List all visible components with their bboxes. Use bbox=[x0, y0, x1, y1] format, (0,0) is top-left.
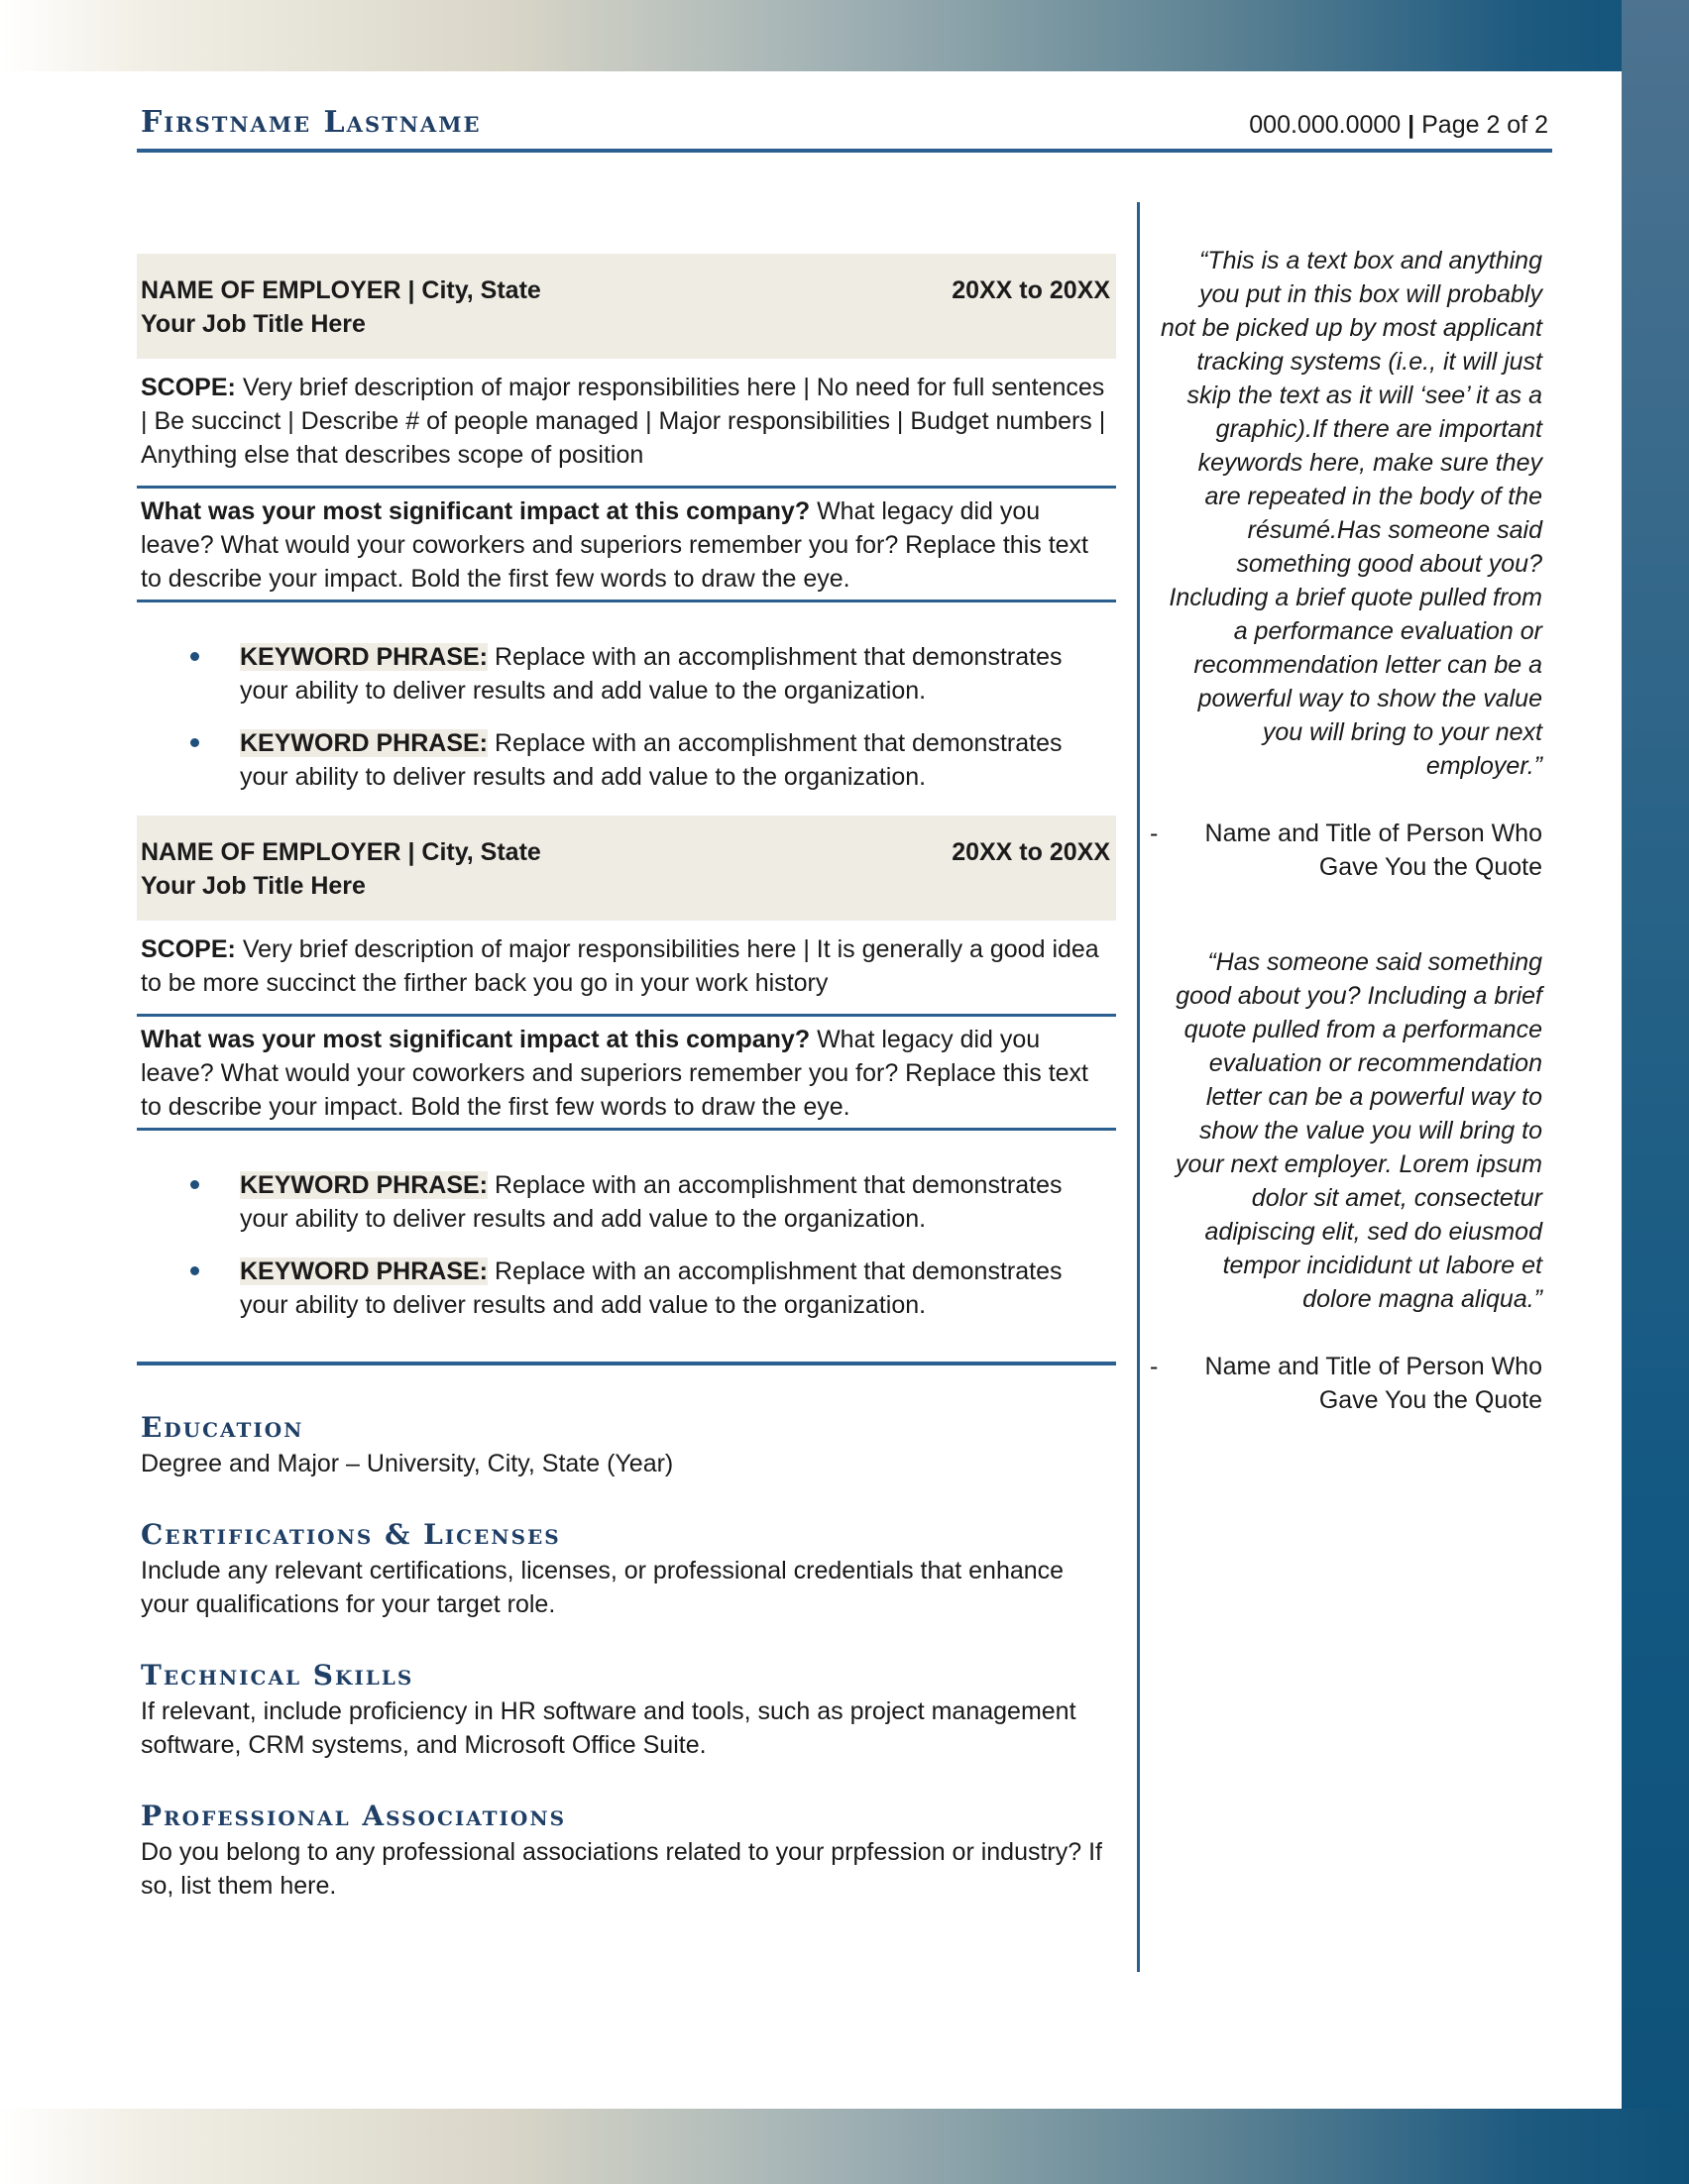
impact-text: What legacy did you leave? What would your coworkers and superiors remember you for? Replace this text to describe your impact. Bold the first few words to draw the eye. bbox=[141, 497, 1088, 593]
scope-text: Very brief description of major responsibilities here | It is generally a good idea to be more succinct the firther back you go in your work history bbox=[141, 935, 1099, 997]
job-impact bbox=[137, 1017, 1116, 1131]
quote-text: “This is a text box and anything you put in this box will probably not be picked up by most applicant tracking systems (i.e., it will just skip the text as it will ‘see’ it as a graphic).If there are important keywords here, make sure they are repeated in the body of the résumé.Has someone said something good about you? Including a brief quote pulled from a performance evaluation or recommendation letter can be a powerful way to show the value you will bring to your next employer.” bbox=[1161, 247, 1542, 780]
column-divider bbox=[1137, 202, 1140, 1972]
scope-label: SCOPE: bbox=[141, 374, 236, 401]
list-item bbox=[137, 1255, 1116, 1322]
page-number: Page 2 of 2 bbox=[1421, 111, 1548, 139]
technical-skills-section bbox=[137, 1657, 1116, 1762]
contact-info bbox=[1249, 111, 1548, 140]
main-column bbox=[137, 254, 1116, 1903]
accomplishment-text: Replace with an accomplishment that demonstrates your ability to deliver results and add value to the organization. bbox=[240, 729, 1063, 791]
job-impact bbox=[137, 489, 1116, 602]
employer-separator: | bbox=[407, 276, 415, 304]
keyword-phrase: KEYWORD PHRASE: bbox=[240, 1171, 489, 1199]
header-rule bbox=[137, 149, 1552, 153]
section-title: Certifications & Licenses bbox=[141, 1518, 561, 1551]
job-title: Your Job Title Here bbox=[141, 872, 366, 900]
section-title: Education bbox=[141, 1411, 304, 1444]
job-title: Your Job Title Here bbox=[141, 310, 366, 338]
quote-text: “Has someone said something good about you? Including a brief quote pulled from a performance evaluation or recommendation letter can be a powerful way to show the value you will bring to your next employer. Lorem ipsum dolor sit amet, consectetur adipiscing elit, sed do eiusmod tempor incididunt ut labore et dolore magna aliqua.” bbox=[1175, 948, 1542, 1313]
impact-label: What was your most significant impact at this company? bbox=[141, 497, 811, 525]
employer-header bbox=[137, 254, 1116, 359]
quote-attribution bbox=[1150, 1350, 1542, 1417]
impact-label: What was your most significant impact at this company? bbox=[141, 1026, 811, 1053]
bullet-icon bbox=[190, 652, 199, 661]
employer-header bbox=[137, 816, 1116, 921]
section-body: Include any relevant certifications, licenses, or professional credentials that enhance your qualifications for your target role. bbox=[141, 1557, 1065, 1618]
job-entry bbox=[137, 816, 1116, 1344]
employer-name: NAME OF EMPLOYER bbox=[141, 276, 401, 304]
education-section bbox=[137, 1409, 1116, 1480]
employment-dates: 20XX to 20XX bbox=[952, 276, 1110, 304]
top-gradient-band bbox=[0, 0, 1689, 71]
contact-separator: | bbox=[1408, 111, 1415, 139]
list-item bbox=[137, 1168, 1116, 1236]
bullet-icon bbox=[190, 738, 199, 747]
right-gradient-band bbox=[1622, 0, 1689, 2184]
experience-end-rule bbox=[137, 1362, 1116, 1365]
testimonial bbox=[1150, 244, 1542, 884]
section-body: If relevant, include proficiency in HR software and tools, such as project management software, CRM systems, and Microsoft Office Suite. bbox=[141, 1697, 1076, 1759]
bottom-gradient-band bbox=[0, 2109, 1689, 2184]
associations-section bbox=[137, 1798, 1116, 1903]
list-item bbox=[137, 640, 1116, 708]
job-entry bbox=[137, 254, 1116, 816]
candidate-name: Firstname Lastname bbox=[141, 105, 482, 140]
scope-text: Very brief description of major responsibilities here | No need for full sentences | Be succinct | Describe # of people managed | Major responsibilities | Budget numbers | Anything else that describes scope of position bbox=[141, 374, 1106, 469]
job-scope bbox=[137, 359, 1116, 489]
accomplishment-text: Replace with an accomplishment that demonstrates your ability to deliver results and add value to the organization. bbox=[240, 1171, 1063, 1233]
accomplishment-list bbox=[137, 1131, 1116, 1344]
attribution-dash: - bbox=[1150, 1353, 1159, 1380]
section-body: Do you belong to any professional associations related to your prpfession or industry? If so, list them here. bbox=[141, 1838, 1102, 1900]
accomplishment-text: Replace with an accomplishment that demonstrates your ability to deliver results and add value to the organization. bbox=[240, 643, 1063, 705]
keyword-phrase: KEYWORD PHRASE: bbox=[240, 1257, 489, 1285]
certifications-section bbox=[137, 1516, 1116, 1621]
attribution-dash: - bbox=[1150, 819, 1159, 847]
attribution-text: Name and Title of Person Who Gave You the Quote bbox=[1204, 819, 1542, 881]
bullet-icon bbox=[190, 1266, 199, 1275]
scope-label: SCOPE: bbox=[141, 935, 236, 963]
attribution-text: Name and Title of Person Who Gave You the Quote bbox=[1204, 1353, 1542, 1414]
employment-dates: 20XX to 20XX bbox=[952, 838, 1110, 866]
section-body: Degree and Major – University, City, State (Year) bbox=[141, 1450, 674, 1477]
section-title: Technical Skills bbox=[141, 1659, 414, 1692]
employer-location: City, State bbox=[421, 276, 541, 304]
sidebar-quotes bbox=[1150, 244, 1542, 1417]
job-scope bbox=[137, 921, 1116, 1017]
employer-location: City, State bbox=[421, 838, 541, 866]
keyword-phrase: KEYWORD PHRASE: bbox=[240, 643, 489, 671]
testimonial bbox=[1150, 945, 1542, 1417]
employer-separator: | bbox=[407, 838, 415, 866]
keyword-phrase: KEYWORD PHRASE: bbox=[240, 729, 489, 757]
phone-number: 000.000.0000 bbox=[1249, 111, 1402, 139]
list-item bbox=[137, 726, 1116, 794]
impact-text: What legacy did you leave? What would your coworkers and superiors remember you for? Replace this text to describe your impact. Bold the first few words to draw the eye. bbox=[141, 1026, 1088, 1121]
bullet-icon bbox=[190, 1180, 199, 1189]
accomplishment-list bbox=[137, 602, 1116, 816]
employer-name: NAME OF EMPLOYER bbox=[141, 838, 401, 866]
accomplishment-text: Replace with an accomplishment that demonstrates your ability to deliver results and add value to the organization. bbox=[240, 1257, 1063, 1319]
quote-attribution bbox=[1150, 817, 1542, 884]
section-title: Professional Associations bbox=[141, 1800, 567, 1832]
